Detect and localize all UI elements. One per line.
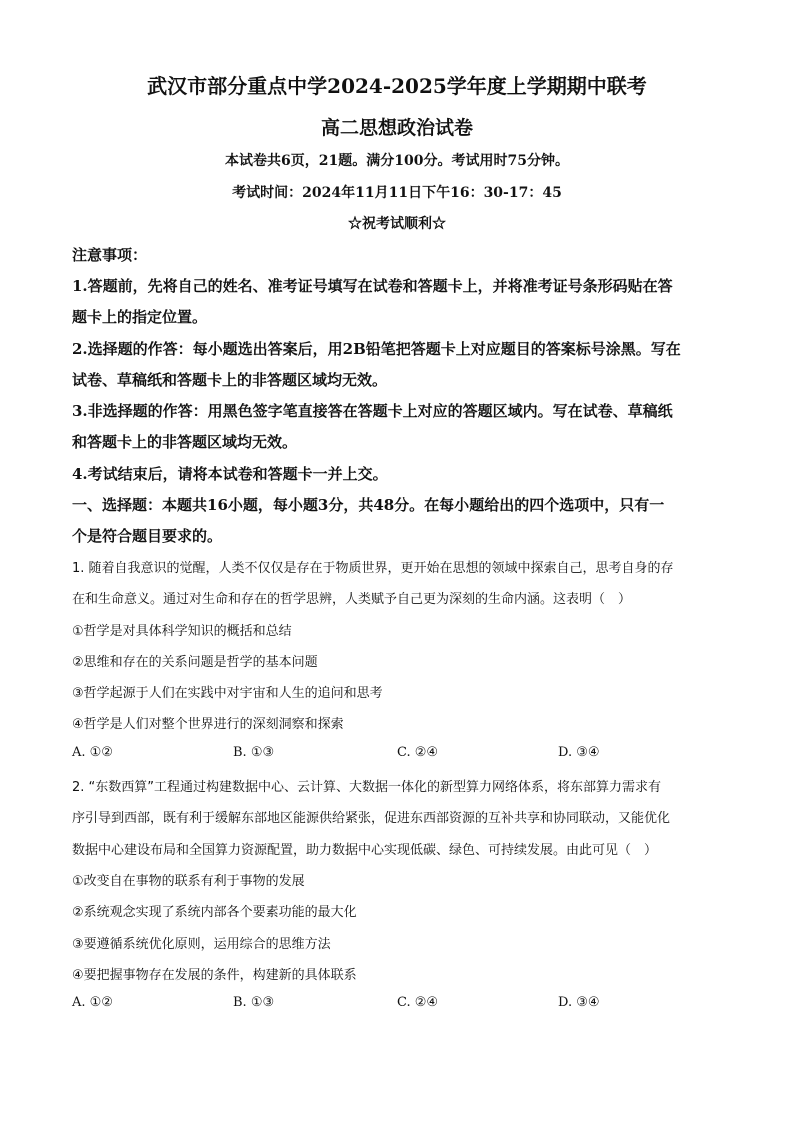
question-2-item: ①改变自在事物的联系有利于事物的发展 bbox=[72, 874, 305, 889]
notice-line: 试卷、草稿纸和答题卡上的非答题区域均无效。 bbox=[72, 371, 388, 389]
question-1-stem: 在和生命意义。通过对生命和存在的哲学思辨，人类赋予自己更为深刻的生命内涵。这表明（ ） bbox=[72, 592, 632, 607]
question-1-item: ③哲学起源于人们在实践中对宇宙和人生的追问和思考 bbox=[72, 686, 383, 701]
question-2-item: ②系统观念实现了系统内部各个要素功能的最大化 bbox=[72, 905, 357, 920]
question-1-item: ①哲学是对具体科学知识的概括和总结 bbox=[72, 624, 292, 639]
section-heading: 一、选择题：本题共16小题，每小题3分，共48分。在每小题给出的四个选项中，只有一 bbox=[72, 496, 665, 514]
question-2-stem: 2. “东数西算”工程通过构建数据中心、云计算、大数据一体化的新型算力网络体系，将东部算力需求有 bbox=[72, 780, 662, 795]
question-2-item: ③要遵循系统优化原则，运用综合的思维方法 bbox=[72, 937, 331, 952]
question-1-option-b: B. ①③ bbox=[233, 745, 275, 760]
notice-line: 1.答题前，先将自己的姓名、准考证号填写在试卷和答题卡上，并将准考证号条形码贴在答 bbox=[72, 277, 673, 295]
exam-title: 武汉市部分重点中学2024-2025学年度上学期期中联考 bbox=[147, 74, 647, 98]
question-2-option-a: A. ①② bbox=[72, 995, 113, 1010]
question-1-option-c: C. ②④ bbox=[397, 745, 439, 760]
exam-info-time: 考试时间：2024年11月11日下午16：30-17：45 bbox=[232, 185, 562, 201]
question-1-stem: 1. 随着自我意识的觉醒，人类不仅仅是存在于物质世界，更开始在思想的领域中探索自己，思考自身的存 bbox=[72, 561, 674, 576]
notice-line: 和答题卡上的非答题区域均无效。 bbox=[72, 433, 298, 451]
question-2-item: ④要把握事物存在发展的条件，构建新的具体联系 bbox=[72, 968, 357, 983]
question-2-stem: 序引导到西部，既有利于缓解东部地区能源供给紧张，促进东西部资源的互补共享和协同联动，又能优化 bbox=[72, 811, 671, 826]
notice-line: 题卡上的指定位置。 bbox=[72, 308, 208, 326]
exam-subtitle: 高二思想政治试卷 bbox=[320, 117, 473, 139]
question-2-option-d: D. ③④ bbox=[558, 995, 600, 1010]
question-1-option-a: A. ①② bbox=[72, 745, 113, 760]
exam-info-pages: 本试卷共6页，21题。满分100分。考试用时75分钟。 bbox=[225, 153, 569, 169]
notice-heading: 注意事项： bbox=[72, 246, 148, 264]
exam-wish: ☆祝考试顺利☆ bbox=[348, 216, 446, 232]
question-1-option-d: D. ③④ bbox=[558, 745, 600, 760]
section-heading-continued: 个是符合题目要求的。 bbox=[72, 527, 223, 545]
notice-line: 2.选择题的作答：每小题选出答案后，用2B铅笔把答题卡上对应题目的答案标号涂黑。写在 bbox=[72, 340, 681, 358]
question-1-item: ②思维和存在的关系问题是哲学的基本问题 bbox=[72, 655, 318, 670]
notice-line: 4.考试结束后，请将本试卷和答题卡一并上交。 bbox=[72, 465, 388, 483]
question-2-option-c: C. ②④ bbox=[397, 995, 439, 1010]
question-2-stem: 数据中心建设布局和全国算力资源配置，助力数据中心实现低碳、绿色、可持续发展。由此可见（ ） bbox=[72, 843, 658, 858]
question-1-item: ④哲学是人们对整个世界进行的深刻洞察和探索 bbox=[72, 717, 344, 732]
question-2-option-b: B. ①③ bbox=[233, 995, 275, 1010]
notice-line: 3.非选择题的作答：用黑色签字笔直接答在答题卡上对应的答题区域内。写在试卷、草稿纸 bbox=[72, 402, 673, 420]
